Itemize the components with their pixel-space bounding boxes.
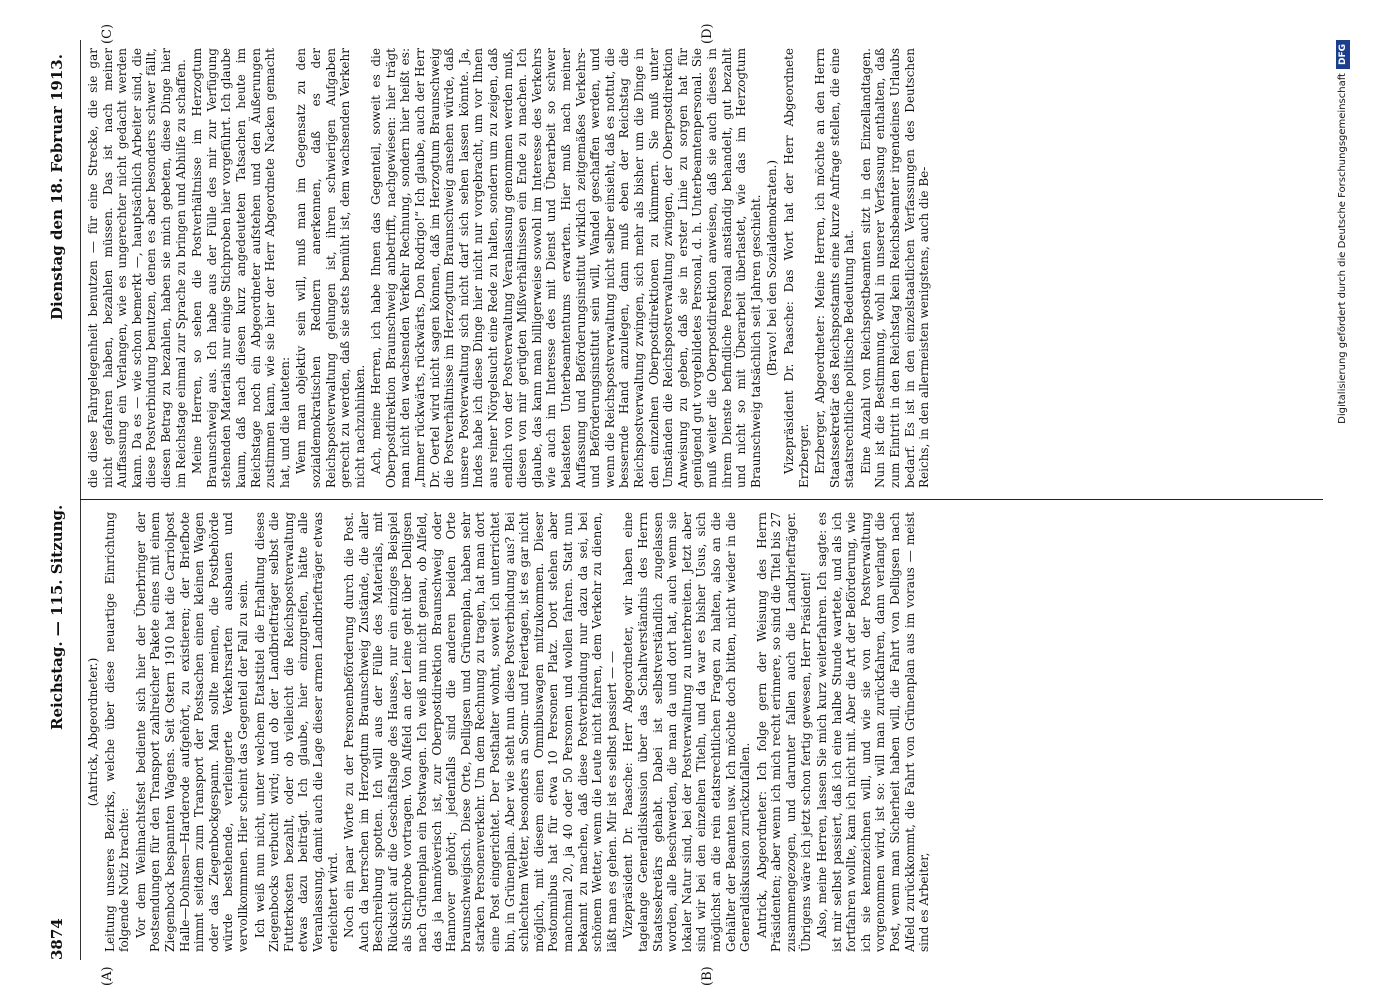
paragraph: Also, meine Herren, lassen Sie mich kurz weiterfahren. Ich sagte: es ist mir selbst passiert, daß ich eine halbe Stunde wartete, und als ich fortfahren wollte, kam ich nicht mit. Aber die Art der Beförderung, wie ich sie kennzeichnen will, und wie sie von der Postverwaltung vorgenommen wird, ist so: will man zurückfahren, dann verlangt die Post, wenn man Sicherheit haben will, die Fahrt von Delligsen nach Alfeld zurückkommt, die Fahrt von Grünenplan aus im voraus — meist sind es Arbeiter,: [815, 512, 932, 952]
paragraph: Meine Herren, so sehen die Postverhältnisse im Herzogtum Braunschweig aus. Ich habe aus der Fülle des mir zur Verfügung stehenden Materials nur einige Stichproben hier vorgeführt. Ich glaube kaum, daß nach diesen kurz angedeuteten Tatsachen heute im Reichstage noch ein Abgeordneter aufstehen und den Äußerungen zustimmen kann, wie sie hier der Herr Abgeordnete Nacken gemacht hat, und die lauteten:: [190, 48, 292, 488]
paragraph: Erzberger, Abgeordneter: Meine Herren, ich möchte an den Herrn Staatssekretär des Reichspostamts eine kurze Anfrage stellen, die eine staatsrechtliche politische Bedeutung hat.: [813, 48, 857, 488]
paragraph: Leitung unseres Bezirks, welche über diese neuartige Einrichtung folgende Notiz brachte:: [102, 512, 132, 952]
left-column: [86, 512, 1323, 952]
paragraph: Ach, meine Herren, ich habe Ihnen das Gegenteil, soweit es die Oberpostdirektion Braunschweig anbetrifft, nachgewiesen: hier trägt man nicht den wachsenden Verkehr Rechnung, sondern hier heißt es: „Immer rückwärts, rückwärts, Don Rodrigo!“ Ich glaube, auch der Herr Dr. Oertel wird nicht sagen können, daß im Herzogtum Braunschweig die Postverhältnisse im Herzogtum Braunschweig ansehen würde, daß unsere Postverwaltung sich nicht darf sich sehen lassen könnte. Ja, Indes habe ich diese Dinge hier nicht nur vorgebracht, um vor Ihnen aus reiner Nörgelsucht eine Rede zu halten, sondern um zu zeigen, daß endlich von der Postverwaltung Veranlassung genommen werden muß, diesen von mir gerügten Mißverhältnissen ein Ende zu machen. Ich glaube, das kann man billigerweise sowohl im Interesse des Verkehrs wie auch im Interesse des mit Dienst und Überarbeit so schwer belasteten Unterbeamtentums erwarten. Hier muß nach meiner Auffassung und Beförderungsinstitut wirklich zeitgemäßes Verkehrs- und Beförderungsinstitut sein will, Wandel geschaffen werden, und wenn die Reichspostverwaltung nicht selber einsieht, daß es nottut, die bessernde Hand anzulegen, dann muß eben der Reichstag die Reichspostverwaltung zwingen, sich mehr als bisher um die Dinge in den einzelnen Oberpostdirektionen zu kümmern. Sie muß unter Umständen die Reichspostverwaltung zwingen, der Oberpostdirektion Anweisung zu geben, daß sie in erster Linie zu sorgen hat für genügend gut vorgebildetes Personal, d. h. Unterbeamtenpersonal. Sie muß weiter die Oberpostdirektion anweisen, daß sie auch dieses in ihrem Dienste befindliche Personal anständig behandelt, gut bezahlt und nicht so mit Überarbeit überlastet, wie das im Herzogtum Braunschweig tatsächlich seit Jahren geschieht.: [369, 48, 763, 488]
credit-text: Digitalisierung gefördert durch die Deutsche Forschungsgemeinschaft: [1337, 73, 1348, 424]
page-header: [48, 40, 74, 960]
page-number: 3874: [48, 918, 66, 960]
paragraph: die diese Fahrgelegenheit benutzen — für eine Strecke, die sie gar nicht gefahren haben, bezahlen müssen. Das ist nach meiner Auffassung ein Verlangen, wie es ungerechter nicht gedacht werden kann. Da es — wie schon bemerkt —, hauptsächlich Arbeiter sind, die diese Postverbindung benutzen, denen es aber besonders schwer fällt, diesen Betrag zu bezahlen, haben sie mich gebeten, diese Dinge hier im Reichstage einmal zur Sprache zu bringen und Abhilfe zu schaffen.: [86, 48, 188, 488]
paragraph: Ich weiß nun nicht, unter welchem Etatstitel die Erhaltung dieses Ziegenbocks verbucht wird; und ob der Landbriefträger selbst die Futterkosten bezahlt, oder ob vielleicht die Reichspostverwaltung etwas dazu beiträgt. Ich glaube, hier einzugreifen, hätte alle Veranlassung, damit auch die Lage dieser armen Landbriefträger etwas erleichtert wird.: [252, 512, 340, 952]
column-divider: [80, 499, 1323, 500]
margin-marker-a: (A): [100, 966, 115, 986]
header-rule: [80, 40, 81, 960]
margin-marker-d: (D): [700, 23, 715, 44]
paragraph: Noch ein paar Worte zu der Personenbeförderung durch die Post. Auch da herrschen im Herzogtum Braunschweig Zustände, die aller Beschreibung spotten. Ich will aus der Fülle des Materials, mit Rücksicht auf die Geschäftslage des Hauses, nur ein einziges Beispiel als Stichprobe vortragen. Von Alfeld an der Leine geht über Delligsen nach Grünenplan ein Postwagen. Ich weiß nun nicht genau, ob Alfeld, das ja hannöverisch ist, zur Oberpostdirektion Braunschweig oder Hannover gehört; jedenfalls sind die anderen beiden Orte braunschweigisch. Diese Orte, Delligsen und Grünenplan, haben sehr starken Personenverkehr. Um dem Rechnung zu tragen, hat man dort eine Post eingerichtet. Der Posthalter wohnt, soweit ich unterrichtet bin, in Grünenplan. Aber wie steht nun diese Postverbindung aus? Bei schlechtem Wetter, besonders an Sonn- und Feiertagen, ist es gar nicht möglich, mit diesem einen Omnibuswagen mitzukommen. Dieser Postomnibus hat für etwa 10 Personen Platz. Dort stehen aber manchmal 20, ja 40 oder 50 Personen und wollen fahren. Statt nun bekannt zu machen, daß diese Postverbindung nur dazu da sei, bei schönem Wetter, wenn die Leute nicht fahren, dem Verkehr zu dienen, läßt man es gehen. Mir ist es selbst passiert — —: [342, 512, 619, 952]
speaker-note: (Antrick, Abgeordneter.): [86, 657, 100, 807]
paragraph: Eine Anzahl von Reichspostbeamten sitzt in den Einzellandtagen. Nun ist die Bestimmung, wohl in unserer Verfassung enthalten, daß zum Eintritt in den Reichstag kein Reichsbeamter irgendeines Urlaubs bedarf. Es ist in den einzelstaatlichen Verfassungen des Deutschen Reichs, in den allermeisten wenigstens, auch die Be-: [858, 48, 932, 488]
paragraph: Vizepräsident Dr. Paasche: Herr Abgeordneter, wir haben eine tagelange Generaldiskussion über das Schaltverständnis des Herrn Staatssekretärs gehabt. Dabei ist selbstverständlich zugelassen worden, alle Beschwerden, die man da und dort hat, auch wenn sie lokaler Natur sind, bei der Postverwaltung zu unterbreiten. Jetzt aber sind wir bei den einzelnen Titeln, und da war es bisher Usus, sich möglichst an die rein etatsrechtlichen Fragen zu halten, also an die Gehälter der Beamten usw. Ich möchte doch bitten, nicht wieder in die Generaldiskussion zurückzufallen.: [621, 512, 753, 952]
applause-note: (Bravo! bei den Sozialdemokraten.): [765, 159, 780, 377]
margin-marker-b: (B): [700, 966, 715, 986]
paragraph: Vizepräsident Dr. Paasche: Das Wort hat der Herr Abgeordnete Erzberger.: [781, 48, 811, 488]
right-column: [86, 48, 1323, 488]
session-title: Reichstag. — 115. Sitzung.: [48, 504, 66, 730]
digitization-credit: [1336, 40, 1350, 980]
quote-paragraph: Wenn man objektiv sein will, muß man im Gegensatz zu den sozialdemokratischen Rednern anerkennen, daß es der Reichspostverwaltung gelungen ist, ihren schwierigen Aufgaben gerecht zu werden, daß sie stets bemüht ist, dem wachsenden Verkehr nicht nachzuhinken.: [294, 48, 367, 488]
dfg-logo: DFG: [1336, 40, 1350, 69]
quote-paragraph: Vor dem Weihnachtsfest bediente sich hier der Überbringer der Postsendungen für den Transport zahlreicher Pakete eines mit einem Ziegenbock bespannten Wagens. Seit Ostern 1910 hat die Carriolpost Halle—Dohnsen—Harderode aufgehört, zu existieren; der Briefbote nimmt seitdem zum Transport der Postsachen einen kleinen Wagen oder das Ziegenbockgespann. Man sollte meinen, die Postbehörde würde bestehende, verleingerte Verkehrsarten ausbauen und vervollkommnen. Hier scheint das Gegenteil der Fall zu sein.: [133, 512, 250, 952]
session-date: Dienstag den 18. Februar 1913.: [48, 54, 66, 320]
margin-marker-c: (C): [100, 23, 115, 44]
paragraph: Antrick, Abgeordneter: Ich folge gern der Weisung des Herrn Präsidenten; aber wenn ich mich recht erinnere, so sind die Titel bis 27 zusammengezogen, und darunter fallen auch die Landbriefträger. Übrigens wäre ich jetzt schon fertig gewesen, Herr Präsident!: [754, 512, 813, 952]
